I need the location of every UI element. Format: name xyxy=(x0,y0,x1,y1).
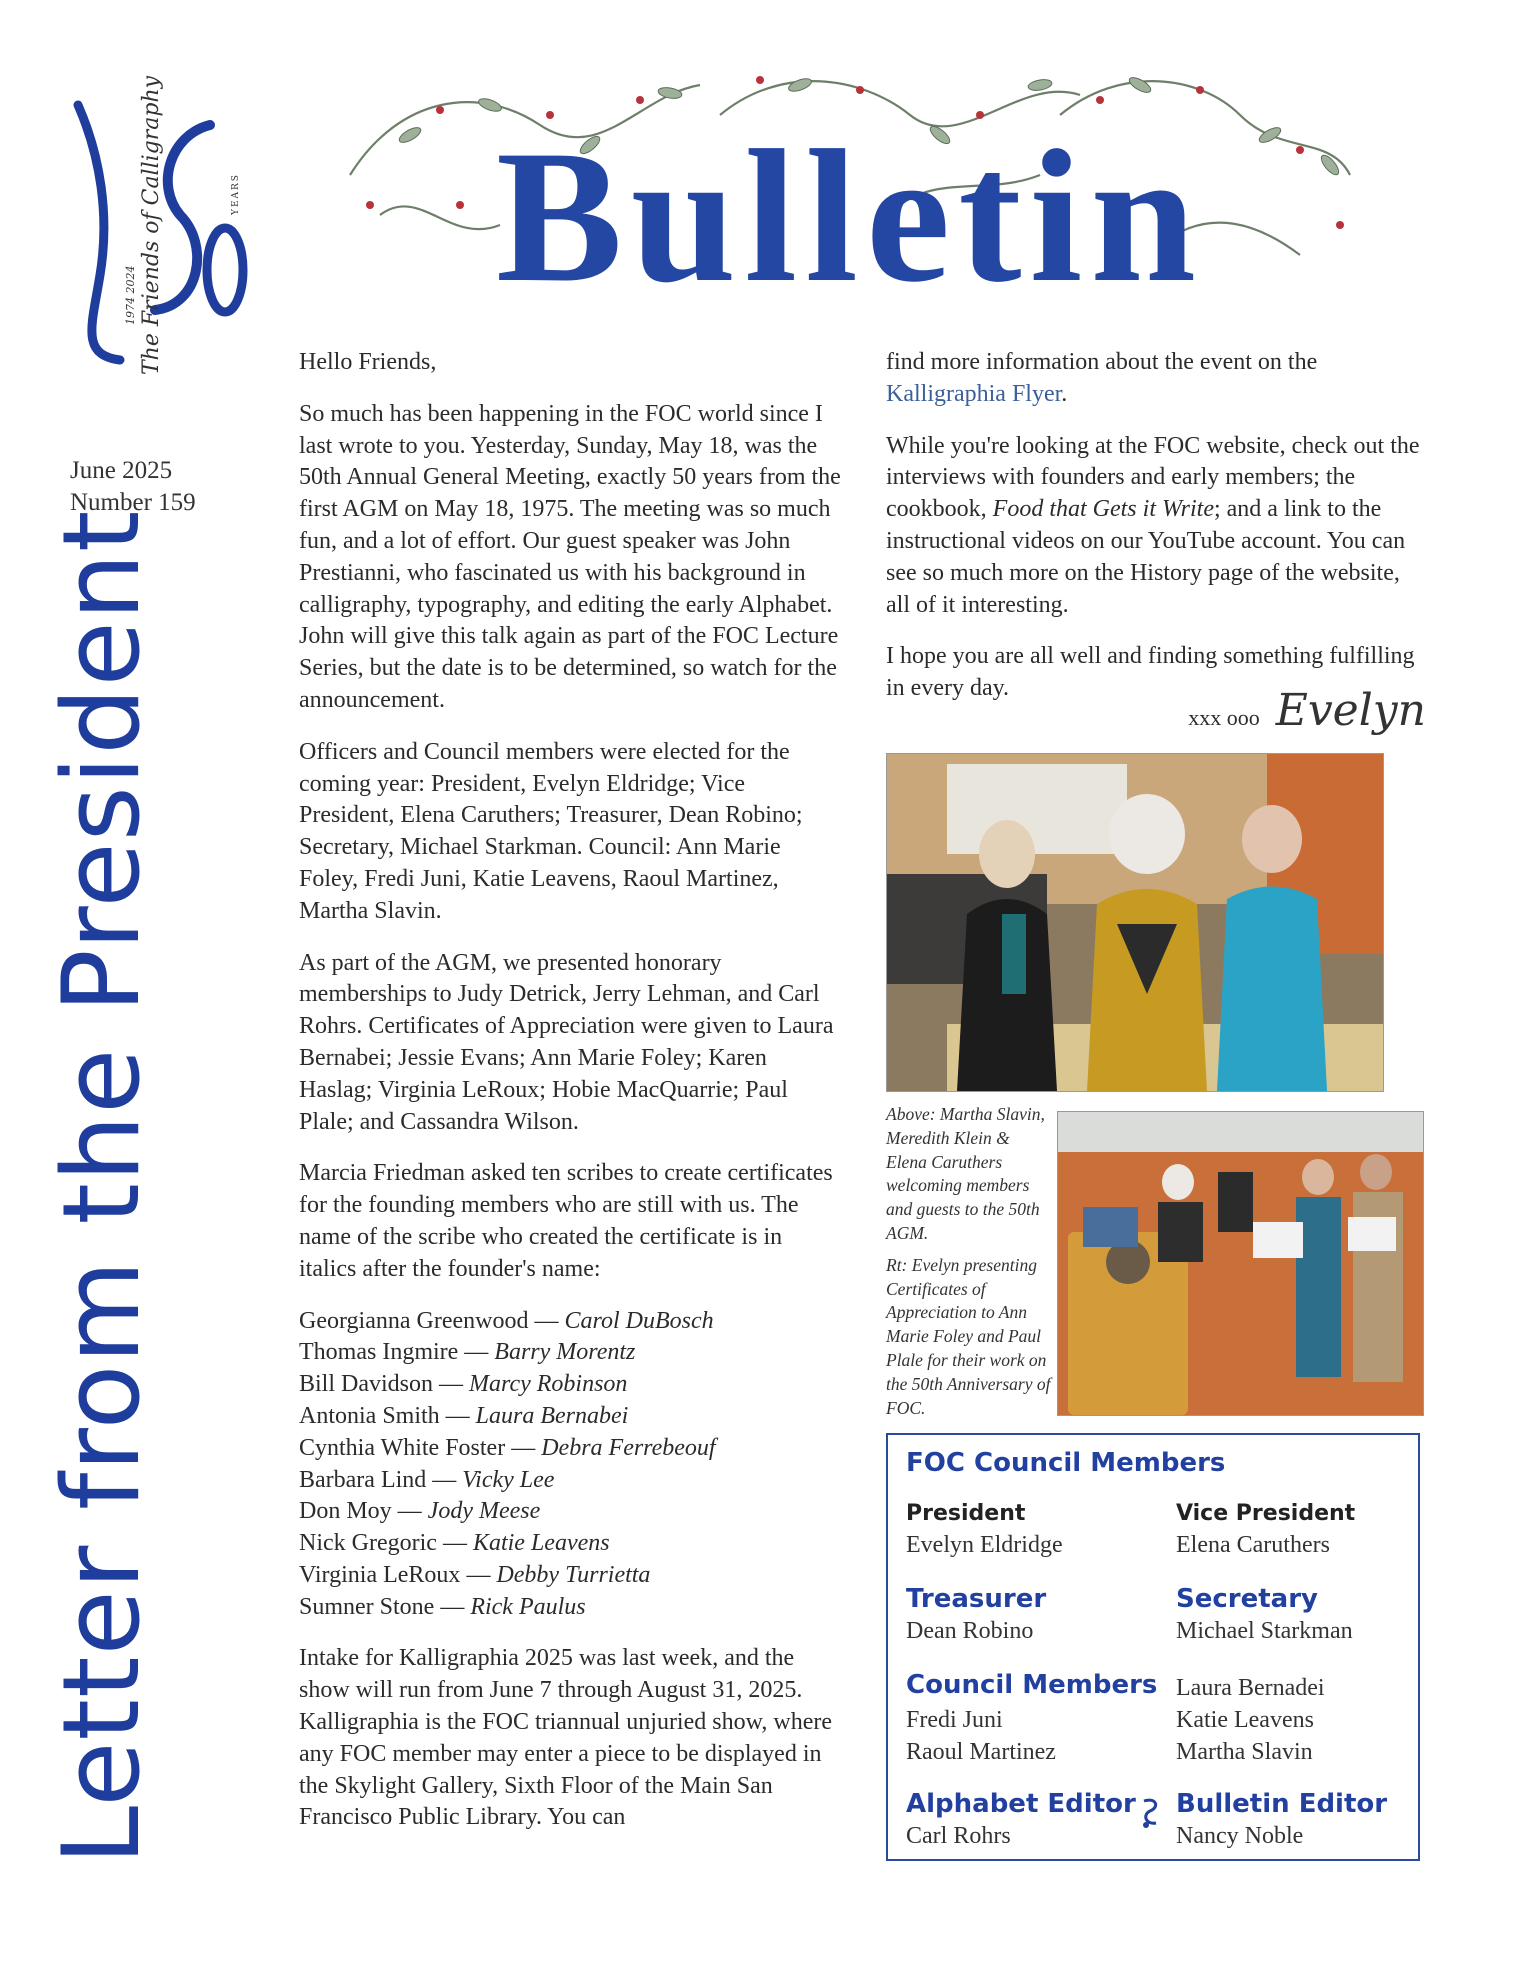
letter-column-left xyxy=(299,347,844,1854)
paragraph-agm: So much has been happening in the FOC world since I last wrote to you. Yesterday, Sunday, May 18, was the 50th Annual General Meeting, exactly 50 years from the first AGM on May 18, 1975. The meeting was so much fun, and a lot of effort. Our guest speaker was John Prestianni, who fascinated us with his background in calligraphy, typography, and editing the early Alphabet. John will give this talk again as part of the FOC Lecture Series, but the date is to be determined, so watch for the announcement. xyxy=(299,400,841,713)
council-member-name: Raoul Martinez xyxy=(906,1739,1056,1765)
paragraph-closing: I hope you are all well and finding something fulfilling in every day. xyxy=(886,643,1415,702)
logo-years-label: YEARS xyxy=(231,173,241,215)
logo-anniversary: 50 xyxy=(1060,1095,1061,1096)
paragraph-website xyxy=(886,431,1426,622)
president-label: President xyxy=(906,1501,1026,1526)
vice-president-label: Vice President xyxy=(1176,1501,1356,1526)
founders-list xyxy=(299,1306,844,1624)
logo-years: 1974 2024 xyxy=(124,265,137,325)
sign-prefix: xxx ooo xyxy=(1188,704,1260,730)
greeting: Hello Friends, xyxy=(299,349,437,375)
scribe-name: Katie Leavens xyxy=(472,1530,610,1557)
scribe-name: Vicky Lee xyxy=(462,1466,555,1493)
founder-name: Sumner Stone xyxy=(299,1593,435,1620)
letter-column-right xyxy=(886,347,1426,735)
alphabet-editor-name: Carl Rohrs xyxy=(906,1823,1011,1849)
president-name: Evelyn Eldridge xyxy=(906,1532,1063,1558)
founder-name: Cynthia White Foster xyxy=(299,1434,506,1461)
council-members-box xyxy=(886,1433,1420,1861)
founder-line xyxy=(299,1369,844,1401)
treasurer-label: Treasurer xyxy=(906,1584,1047,1614)
photo-captions xyxy=(886,1103,1051,1428)
founder-dash: — xyxy=(434,1593,471,1620)
council-member-name: Laura Bernadei xyxy=(1176,1675,1325,1701)
logo-org-name: The Friends of Calligraphy xyxy=(139,75,164,375)
founder-line xyxy=(299,1337,844,1369)
paragraph-certificates: Marcia Friedman asked ten scribes to create certificates for the founding members who are still with us. The name of the scribe who created the certificate is in italics after the founder's name: xyxy=(299,1160,833,1282)
flyer-text: find more information about the event on the xyxy=(886,349,1318,375)
scribe-name: Jody Meese xyxy=(427,1498,541,1525)
founder-dash: — xyxy=(433,1371,470,1398)
section-title: Letter from the President xyxy=(40,509,163,1865)
council-member-name: Katie Leavens xyxy=(1176,1707,1314,1733)
founder-dash: — xyxy=(439,1402,476,1429)
caption-above: Above: Martha Slavin, Meredith Klein & Elena Caruthers welcoming members and guests to the 50th AGM. xyxy=(886,1104,1045,1243)
scribe-name: Barry Morentz xyxy=(494,1339,636,1366)
scribe-name: Marcy Robinson xyxy=(469,1371,628,1398)
treasurer-name: Dean Robino xyxy=(906,1618,1034,1644)
founder-name: Don Moy xyxy=(299,1498,392,1525)
founder-name: Nick Gregoric xyxy=(299,1530,437,1557)
agm-welcome-photo xyxy=(886,753,1384,1092)
founder-line xyxy=(299,1560,844,1592)
bulletin-editor-name: Nancy Noble xyxy=(1176,1823,1304,1849)
founder-dash: — xyxy=(528,1307,565,1334)
paragraph-honors: As part of the AGM, we presented honorary memberships to Judy Detrick, Jerry Lehman, and Carl Rohrs. Certificates of Appreciation were given to Laura Bernabei; Jessie Evans; Ann Marie Foley; Karen Haslag; Virginia LeRoux; Hobie MacQuarrie; Paul Plale; and Cassandra Wilson. xyxy=(299,949,834,1135)
council-member-name: Martha Slavin xyxy=(1176,1739,1313,1765)
founder-name: Virginia LeRoux xyxy=(299,1561,461,1588)
signature: Evelyn xyxy=(1275,684,1426,736)
scribe-name: Debra Ferrebeouf xyxy=(541,1434,716,1461)
issue-number: Number 159 xyxy=(70,489,196,516)
founder-dash: — xyxy=(505,1434,542,1461)
founder-line xyxy=(299,1306,844,1338)
founder-line xyxy=(299,1528,844,1560)
council-title: FOC Council Members xyxy=(906,1448,1226,1478)
paragraph-kalligraphia: Intake for Kalligraphia 2025 was last week, and the show will run from June 7 through August 31, 2025. Kalligraphia is the FOC triannual unjuried show, where any FOC member may enter a piece to be displayed in the Skylight Gallery, Sixth Floor of the Main San Francisco Public Library. You can xyxy=(299,1645,832,1831)
website-text: While you're looking at the FOC website, check out the interviews with founders and early members; the cookbook, xyxy=(886,432,1420,523)
scribe-name: Rick Paulus xyxy=(470,1593,586,1620)
issue-date: June 2025 xyxy=(70,457,173,484)
founder-dash: — xyxy=(391,1498,428,1525)
ornament-icon xyxy=(1138,1797,1164,1831)
founder-dash: — xyxy=(460,1561,497,1588)
founder-line xyxy=(299,1401,844,1433)
kalligraphia-flyer-link[interactable]: Kalligraphia Flyer xyxy=(886,380,1062,407)
website-text-end: ; and a link to the instructional videos on our YouTube account. You can see so much more on the History page of the website, all of it interesting. xyxy=(886,496,1406,618)
certificates-photo xyxy=(1057,1111,1424,1416)
founder-dash: — xyxy=(436,1530,473,1557)
founder-line xyxy=(299,1496,844,1528)
alphabet-editor-label: Alphabet Editor xyxy=(906,1789,1136,1819)
founder-dash: — xyxy=(458,1339,495,1366)
founder-line xyxy=(299,1465,844,1497)
caption-right: Rt: Evelyn presenting Certificates of Appreciation to Ann Marie Foley and Paul Plale for their work on the 50th Anniversary of FOC. xyxy=(886,1254,1051,1418)
cookbook-title: Food that Gets it Write xyxy=(992,496,1214,523)
council-members-label: Council Members xyxy=(906,1670,1158,1700)
founder-name: Bill Davidson xyxy=(299,1371,434,1398)
founder-dash: — xyxy=(426,1466,463,1493)
bulletin-masthead xyxy=(340,55,1360,330)
founder-line xyxy=(299,1433,844,1465)
founder-name: Thomas Ingmire xyxy=(299,1339,459,1366)
masthead-title: Bulletin xyxy=(495,112,1205,322)
scribe-name: Laura Bernabei xyxy=(475,1402,629,1429)
founder-name: Antonia Smith xyxy=(299,1402,440,1429)
secretary-name: Michael Starkman xyxy=(1176,1618,1353,1644)
secretary-label: Secretary xyxy=(1176,1584,1318,1614)
founder-line xyxy=(299,1592,844,1624)
founder-name: Barbara Lind xyxy=(299,1466,427,1493)
bulletin-editor-label: Bulletin Editor xyxy=(1176,1789,1388,1819)
paragraph-officers: Officers and Council members were elected for the coming year: President, Evelyn Eldridge; Vice President, Elena Caruthers; Treasurer, Dean Robino; Secretary, Michael Starkman. Council: Ann Marie Foley, Fredi Juni, Katie Leavens, Raoul Martinez, Martha Slavin. xyxy=(299,738,803,924)
scribe-name: Debby Turrietta xyxy=(496,1561,651,1588)
paragraph-flyer xyxy=(886,347,1426,411)
flyer-end: . xyxy=(1061,380,1068,407)
vice-president-name: Elena Caruthers xyxy=(1176,1532,1330,1558)
council-member-name: Fredi Juni xyxy=(906,1707,1003,1733)
founder-name: Georgianna Greenwood xyxy=(299,1307,529,1334)
scribe-name: Carol DuBosch xyxy=(564,1307,714,1334)
